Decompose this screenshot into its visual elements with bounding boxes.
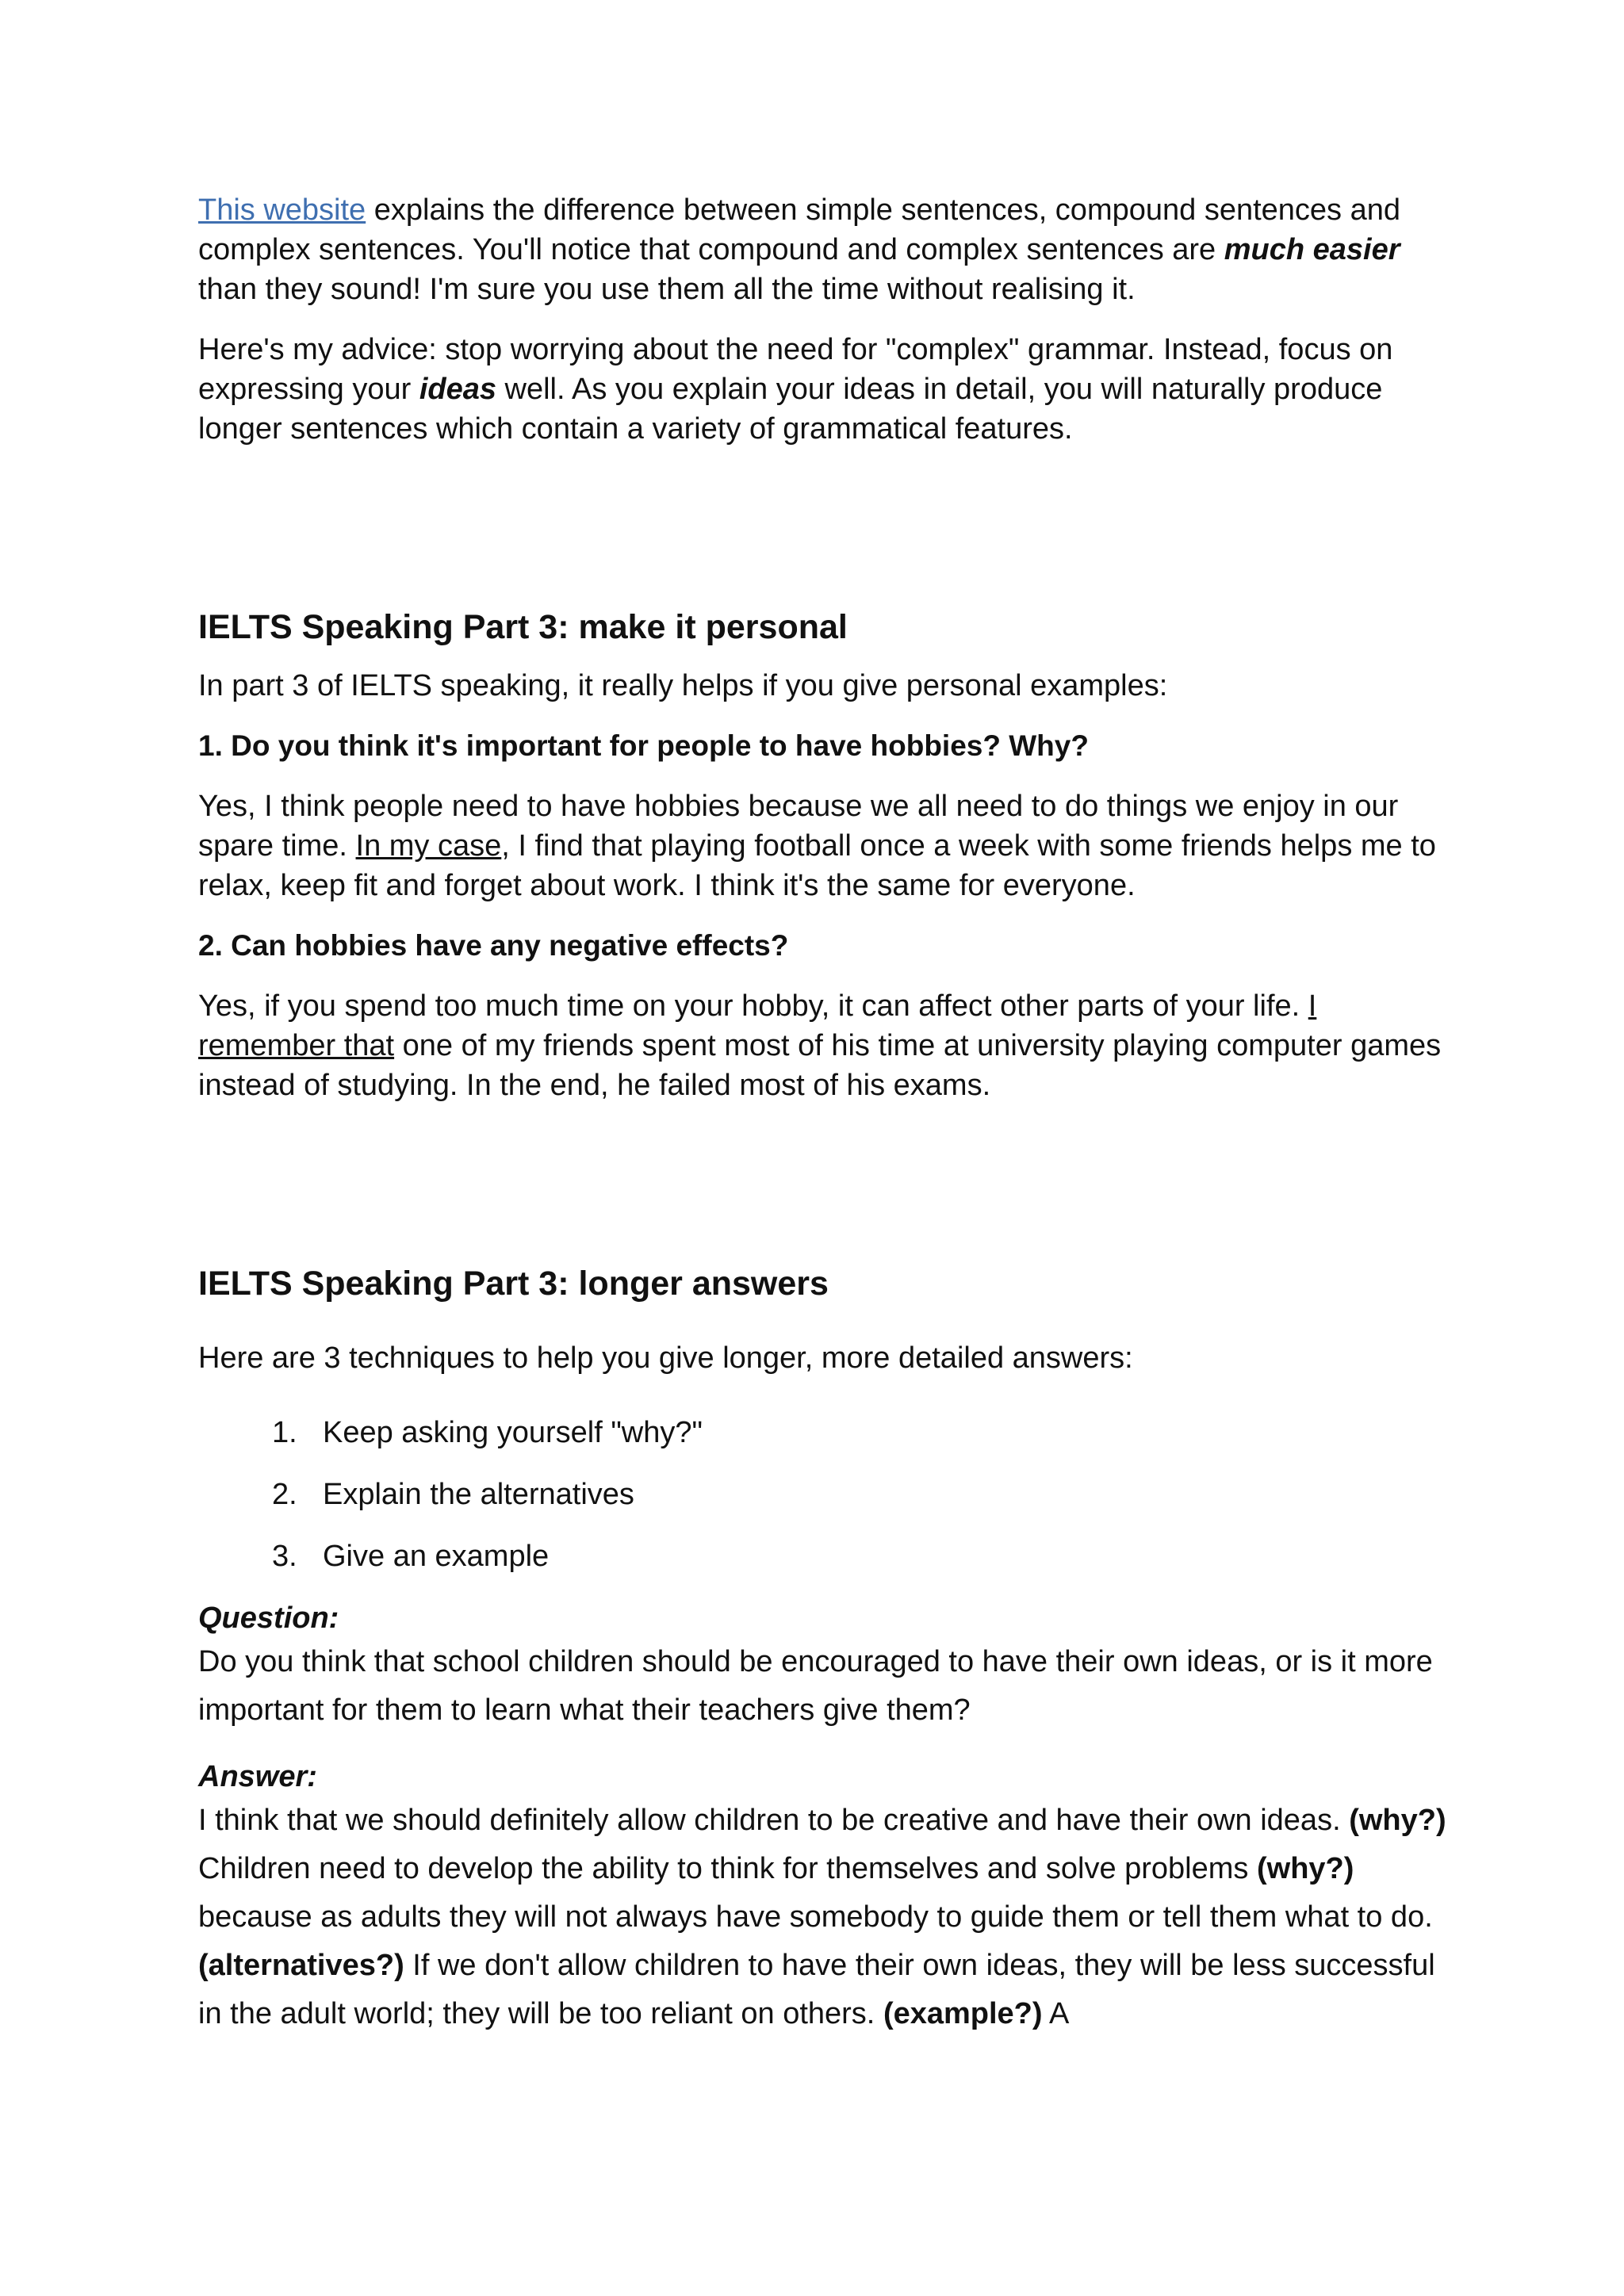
intro-p2-text-b: well. As you explain your ideas in detail, you will naturally produce longer sentences which contain a variety of grammatical features.: [198, 373, 1383, 446]
answer-text-2: Children need to develop the ability to think for themselves and solve problems: [198, 1852, 1257, 1885]
answer-1-text-b: , I find that playing football once a week with some friends helps me to relax, keep fit and forget about work. I think it's the same for everyone.: [198, 829, 1436, 902]
answer-label: Answer:: [198, 1760, 317, 1793]
techniques-list: [198, 1413, 1451, 1576]
intro-paragraph-2: [198, 330, 1451, 449]
website-link[interactable]: This website: [198, 193, 366, 227]
answer-text: [198, 1797, 1451, 2038]
marker-why-1: (why?): [1349, 1804, 1446, 1837]
list-item: [198, 1475, 1451, 1514]
list-item-text: Give an example: [323, 1540, 550, 1573]
answer-text-5: A: [1042, 1997, 1070, 2030]
intro-paragraph-1: [198, 190, 1451, 309]
question-label: Question:: [198, 1601, 339, 1635]
answer-text-1: I think that we should definitely allow children to be creative and have their own ideas.: [198, 1804, 1350, 1837]
list-item: [198, 1413, 1451, 1452]
list-number: 2.: [272, 1478, 297, 1511]
marker-why-2: (why?): [1256, 1852, 1354, 1885]
intro-p2-text-a: Here's my advice: stop worrying about the need for "complex" grammar. Instead, focus on expressing your: [198, 333, 1393, 406]
list-number: 1.: [272, 1416, 297, 1449]
list-number: 3.: [272, 1540, 297, 1573]
phrase-in-my-case: In my case: [355, 829, 502, 863]
marker-alternatives: (alternatives?): [198, 1949, 404, 1982]
answer-text-3: because as adults they will not always have somebody to guide them or tell them what to do.: [198, 1900, 1433, 1934]
section2-intro: Here are 3 techniques to help you give longer, more detailed answers:: [198, 1341, 1133, 1375]
intro-p1-text-a: explains the difference between simple sentences, compound sentences and complex sentences. You'll notice that compound and complex sentences are: [198, 193, 1401, 266]
document-page: [198, 190, 1451, 2038]
answer-1-text-a: Yes, I think people need to have hobbies because we all need to do things we enjoy in our spare time.: [198, 790, 1399, 863]
list-item: [198, 1536, 1451, 1576]
answer-text-4: If we don't allow children to have their own ideas, they will be less successful in the adult world; they will be too reliant on others.: [198, 1949, 1435, 2030]
list-item-text: Explain the alternatives: [323, 1478, 634, 1511]
emphasis-ideas: ideas: [419, 373, 496, 406]
list-item-text: Keep asking yourself "why?": [323, 1416, 703, 1449]
section-heading-longer-answers: IELTS Speaking Part 3: longer answers: [198, 1265, 829, 1303]
question-1: 1. Do you think it's important for people to have hobbies? Why?: [198, 729, 1089, 762]
intro-p1-text-b: than they sound! I'm sure you use them all the time without realising it.: [198, 273, 1136, 306]
answer-2: [198, 986, 1451, 1105]
emphasis-much-easier: much easier: [1224, 233, 1400, 266]
answer-1: [198, 786, 1451, 905]
phrase-i-remember-that: I remember that: [198, 989, 1317, 1062]
question-text: Do you think that school children should be encouraged to have their own ideas, or is it more important for them to learn what their teachers give them?: [198, 1645, 1433, 1727]
question-2: 2. Can hobbies have any negative effects?: [198, 929, 789, 962]
answer-2-text-a: Yes, if you spend too much time on your hobby, it can affect other parts of your life.: [198, 989, 1308, 1023]
section-heading-make-it-personal: IELTS Speaking Part 3: make it personal: [198, 608, 848, 646]
marker-example: (example?): [883, 1997, 1043, 2030]
answer-2-text-b: one of my friends spent most of his time at university playing computer games instead of studying. In the end, he failed most of his exams.: [198, 1029, 1442, 1102]
section1-intro: In part 3 of IELTS speaking, it really helps if you give personal examples:: [198, 669, 1168, 702]
